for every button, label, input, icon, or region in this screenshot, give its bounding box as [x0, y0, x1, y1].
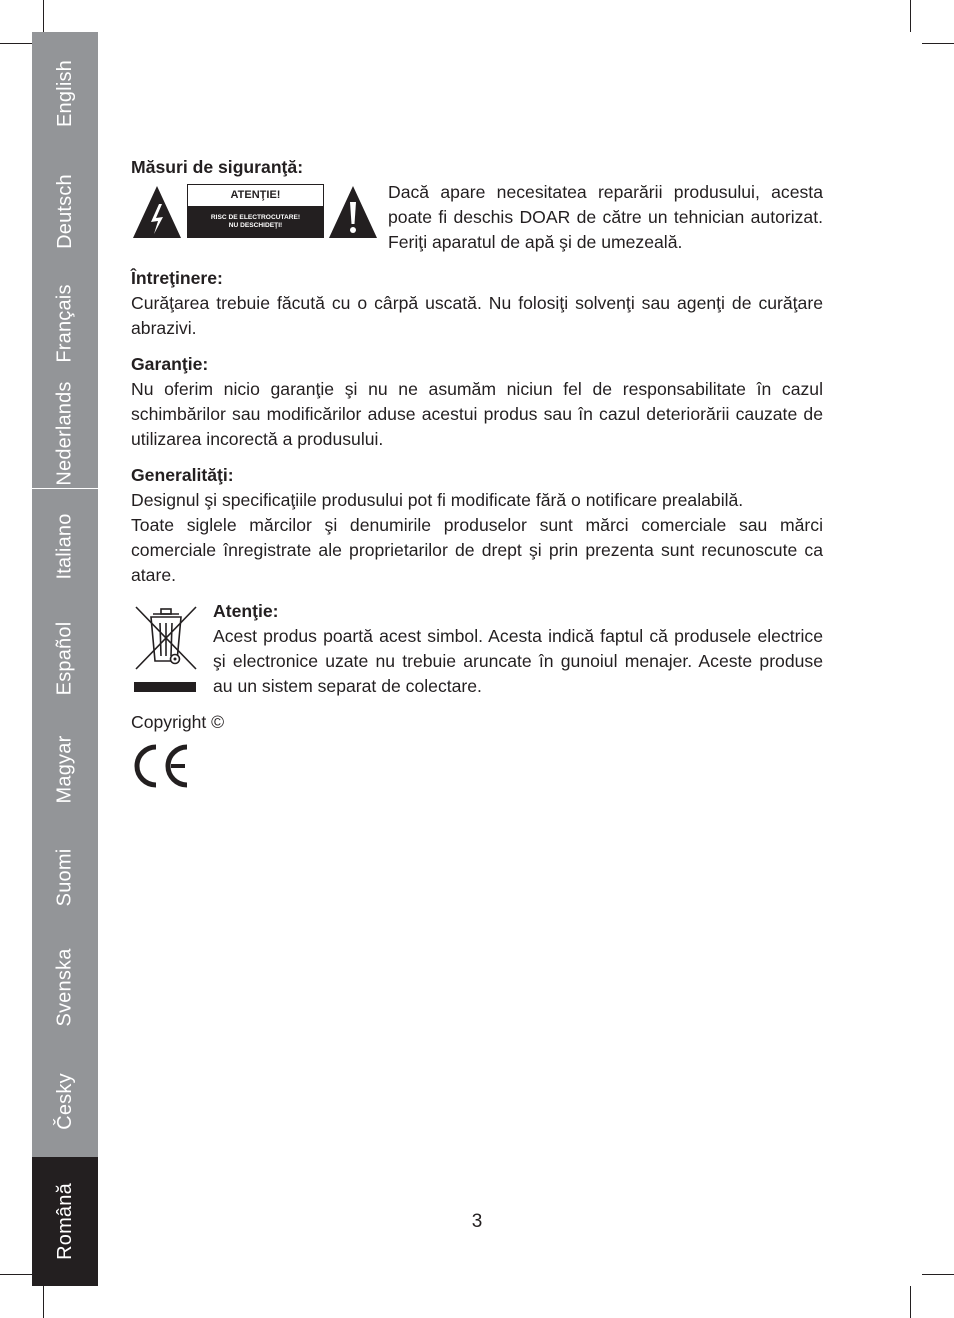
crop-mark	[922, 1274, 954, 1275]
attention-heading: Atenţie:	[213, 601, 279, 621]
safety-section	[131, 155, 823, 255]
crop-mark	[910, 0, 911, 32]
crop-mark	[43, 0, 44, 32]
warranty-section	[131, 352, 823, 452]
warranty-heading: Garanţie:	[131, 354, 209, 374]
crossed-bin-icon	[131, 601, 213, 696]
safety-icons	[131, 184, 388, 244]
general-section	[131, 463, 823, 588]
safety-heading: Măsuri de siguranţă:	[131, 157, 304, 177]
tab-svenska[interactable]: Svenska	[53, 948, 76, 1027]
crop-mark	[922, 43, 954, 44]
tab-deutsch[interactable]: Deutsch	[53, 173, 76, 249]
language-sidebar	[32, 32, 98, 1286]
copyright-text: Copyright ©	[131, 712, 225, 732]
tab-romana[interactable]: Română	[32, 1157, 98, 1286]
tab-nederlands[interactable]: Nederlands	[53, 380, 76, 486]
maintenance-section	[131, 266, 823, 341]
warning-label-line1: RISC DE ELECTROCUTARE!	[210, 213, 301, 221]
tab-espanol[interactable]: Español	[53, 621, 76, 695]
attention-section	[131, 599, 823, 699]
lightning-warning-icon	[132, 184, 182, 240]
general-text-2: Toate siglele mărcilor şi denumirile produselor sunt mărci comerciale sau mărci comerciale înregistrate ale proprietarilor de drept şi prin prezenta sunt recunoscute ca atare.	[131, 515, 823, 585]
tab-francais[interactable]: Français	[53, 283, 76, 363]
electrocution-warning-label	[187, 184, 324, 238]
tab-english[interactable]: English	[53, 59, 76, 127]
ce-mark-icon	[131, 743, 189, 789]
exclamation-warning-icon	[328, 184, 378, 240]
warranty-text: Nu oferim nicio garanţie şi nu ne asumăm niciun fel de responsabilitate în cazul schimbărilor sau modificărilor aduse acestui produs sau în cazul deteriorării cauzate de utilizarea incorectă a produsului.	[131, 379, 823, 449]
crop-mark	[910, 1286, 911, 1318]
safety-text: Dacă apare necesitatea reparării produsului, acesta poate fi deschis DOAR de către un tehnician autorizat. Feriţi aparatul de apă şi de umezeală.	[388, 182, 823, 252]
tab-magyar[interactable]: Magyar	[53, 735, 76, 803]
crop-mark	[0, 1274, 32, 1275]
page-number: 3	[471, 1211, 483, 1232]
warning-label-title: ATENŢIE!	[230, 189, 281, 201]
tab-cesky[interactable]: Česky	[53, 1072, 76, 1130]
crop-mark	[0, 43, 32, 44]
main-content	[131, 155, 823, 789]
warning-label-line2: NU DESCHIDEŢI!	[228, 221, 283, 229]
tab-suomi[interactable]: Suomi	[53, 848, 76, 907]
attention-text: Acest produs poartă acest simbol. Acesta indică faptul că produsele electrice şi electronice uzate nu trebuie aruncate în gunoiul menajer. Aceste produse au un sistem separat de colectare.	[213, 626, 823, 696]
maintenance-text: Curăţarea trebuie făcută cu o cârpă uscată. Nu folosiţi solvenţi sau agenţi de curăţare abrazivi.	[131, 293, 823, 338]
general-text-1: Designul şi specificaţiile produsului pot fi modificate fără o notificare prealabilă.	[131, 490, 744, 510]
general-heading: Generalităţi:	[131, 465, 234, 485]
maintenance-heading: Întreţinere:	[131, 268, 223, 288]
crop-mark	[43, 1286, 44, 1318]
tab-italiano[interactable]: Italiano	[53, 512, 76, 580]
